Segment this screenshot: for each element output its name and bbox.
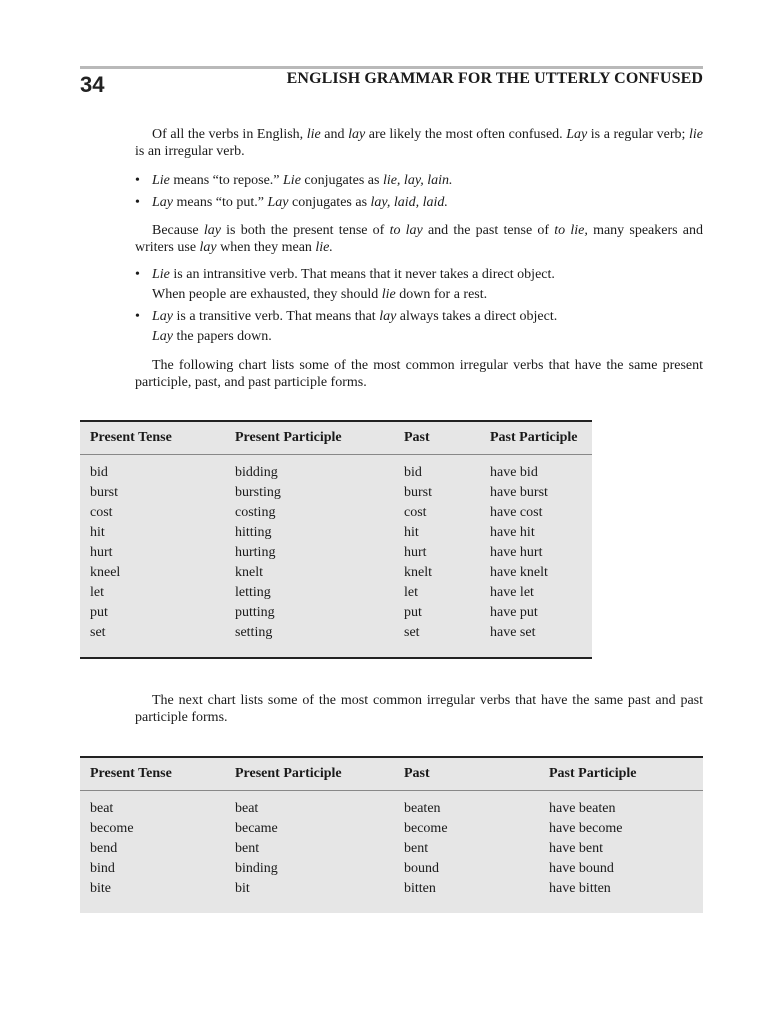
bullet-item-transitive: • Lay is a transitive verb. That means that lay always takes a direct object. Lay the papers down. [135, 308, 703, 345]
bullet-list-transitivity [135, 266, 703, 350]
paragraph-chart1-intro: The following chart lists some of the most common irregular verbs that have the same present participle, past, and past participle forms. [135, 358, 703, 390]
table-row: set setting set have set [90, 625, 536, 640]
paragraph-confusion: Because lay is both the present tense of to lay and the past tense of to lie, many speakers and writers use lay when they mean lie. [135, 223, 703, 255]
table-row: bite bit bitten have bitten [90, 881, 611, 896]
table-row: become became become have become [90, 821, 623, 836]
table-row: cost costing cost have cost [90, 505, 543, 520]
table-row: bend bent bent have bent [90, 841, 604, 856]
bullet-icon: • [135, 267, 140, 282]
bullet-item-intransitive: • Lie is an intransitive verb. That means that it never takes a direct object. When people are exhausted, they should lie down for a rest. [135, 266, 703, 303]
table-row: hurt hurting hurt have hurt [90, 545, 543, 560]
bullet-icon: • [135, 195, 140, 210]
page-number: 34 [80, 72, 105, 97]
column-header: Past Participle [539, 757, 703, 791]
bullet-list-conjugations [135, 172, 703, 216]
example-sentence: When people are exhausted, they should lie down for a rest. [152, 287, 488, 302]
top-rule [80, 66, 703, 69]
column-header: Present Participle [225, 421, 394, 455]
column-header: Present Tense [80, 421, 225, 455]
column-header: Past Participle [480, 421, 592, 455]
column-header: Past [394, 421, 480, 455]
table-row: let letting let have let [90, 585, 534, 600]
example-sentence: Lay the papers down. [152, 329, 272, 344]
table-row: burst bursting burst have burst [90, 485, 548, 500]
bullet-icon: • [135, 309, 140, 324]
running-head: ENGLISH GRAMMAR FOR THE UTTERLY CONFUSED [286, 70, 703, 87]
verb-table-same-forms [80, 420, 592, 659]
bullet-item-lay: • Lay means “to put.” Lay conjugates as lay, laid, laid. [135, 195, 448, 210]
table-row: beat beat beaten have beaten [90, 801, 616, 816]
table-header-row [80, 421, 592, 455]
column-header: Present Tense [80, 757, 225, 791]
paragraph-intro: Of all the verbs in English, lie and lay are likely the most often confused. Lay is a regular verb; lie is an irregular verb. [135, 127, 703, 159]
table-row: bind binding bound have bound [90, 861, 614, 876]
bullet-item-lie: • Lie means “to repose.” Lie conjugates as lie, lay, lain. [135, 173, 453, 188]
paragraph-chart2-intro: The next chart lists some of the most common irregular verbs that have the same past and past participle forms. [135, 693, 703, 725]
bullet-icon: • [135, 173, 140, 188]
table-row: put putting put have put [90, 605, 538, 620]
column-header: Present Participle [225, 757, 394, 791]
table-row: bid bidding bid have bid [90, 465, 538, 480]
verb-table-same-past-forms [80, 756, 703, 913]
table-header-row [80, 757, 703, 791]
table-row: kneel knelt knelt have knelt [90, 565, 548, 580]
column-header: Past [394, 757, 539, 791]
table-row: hit hitting hit have hit [90, 525, 535, 540]
